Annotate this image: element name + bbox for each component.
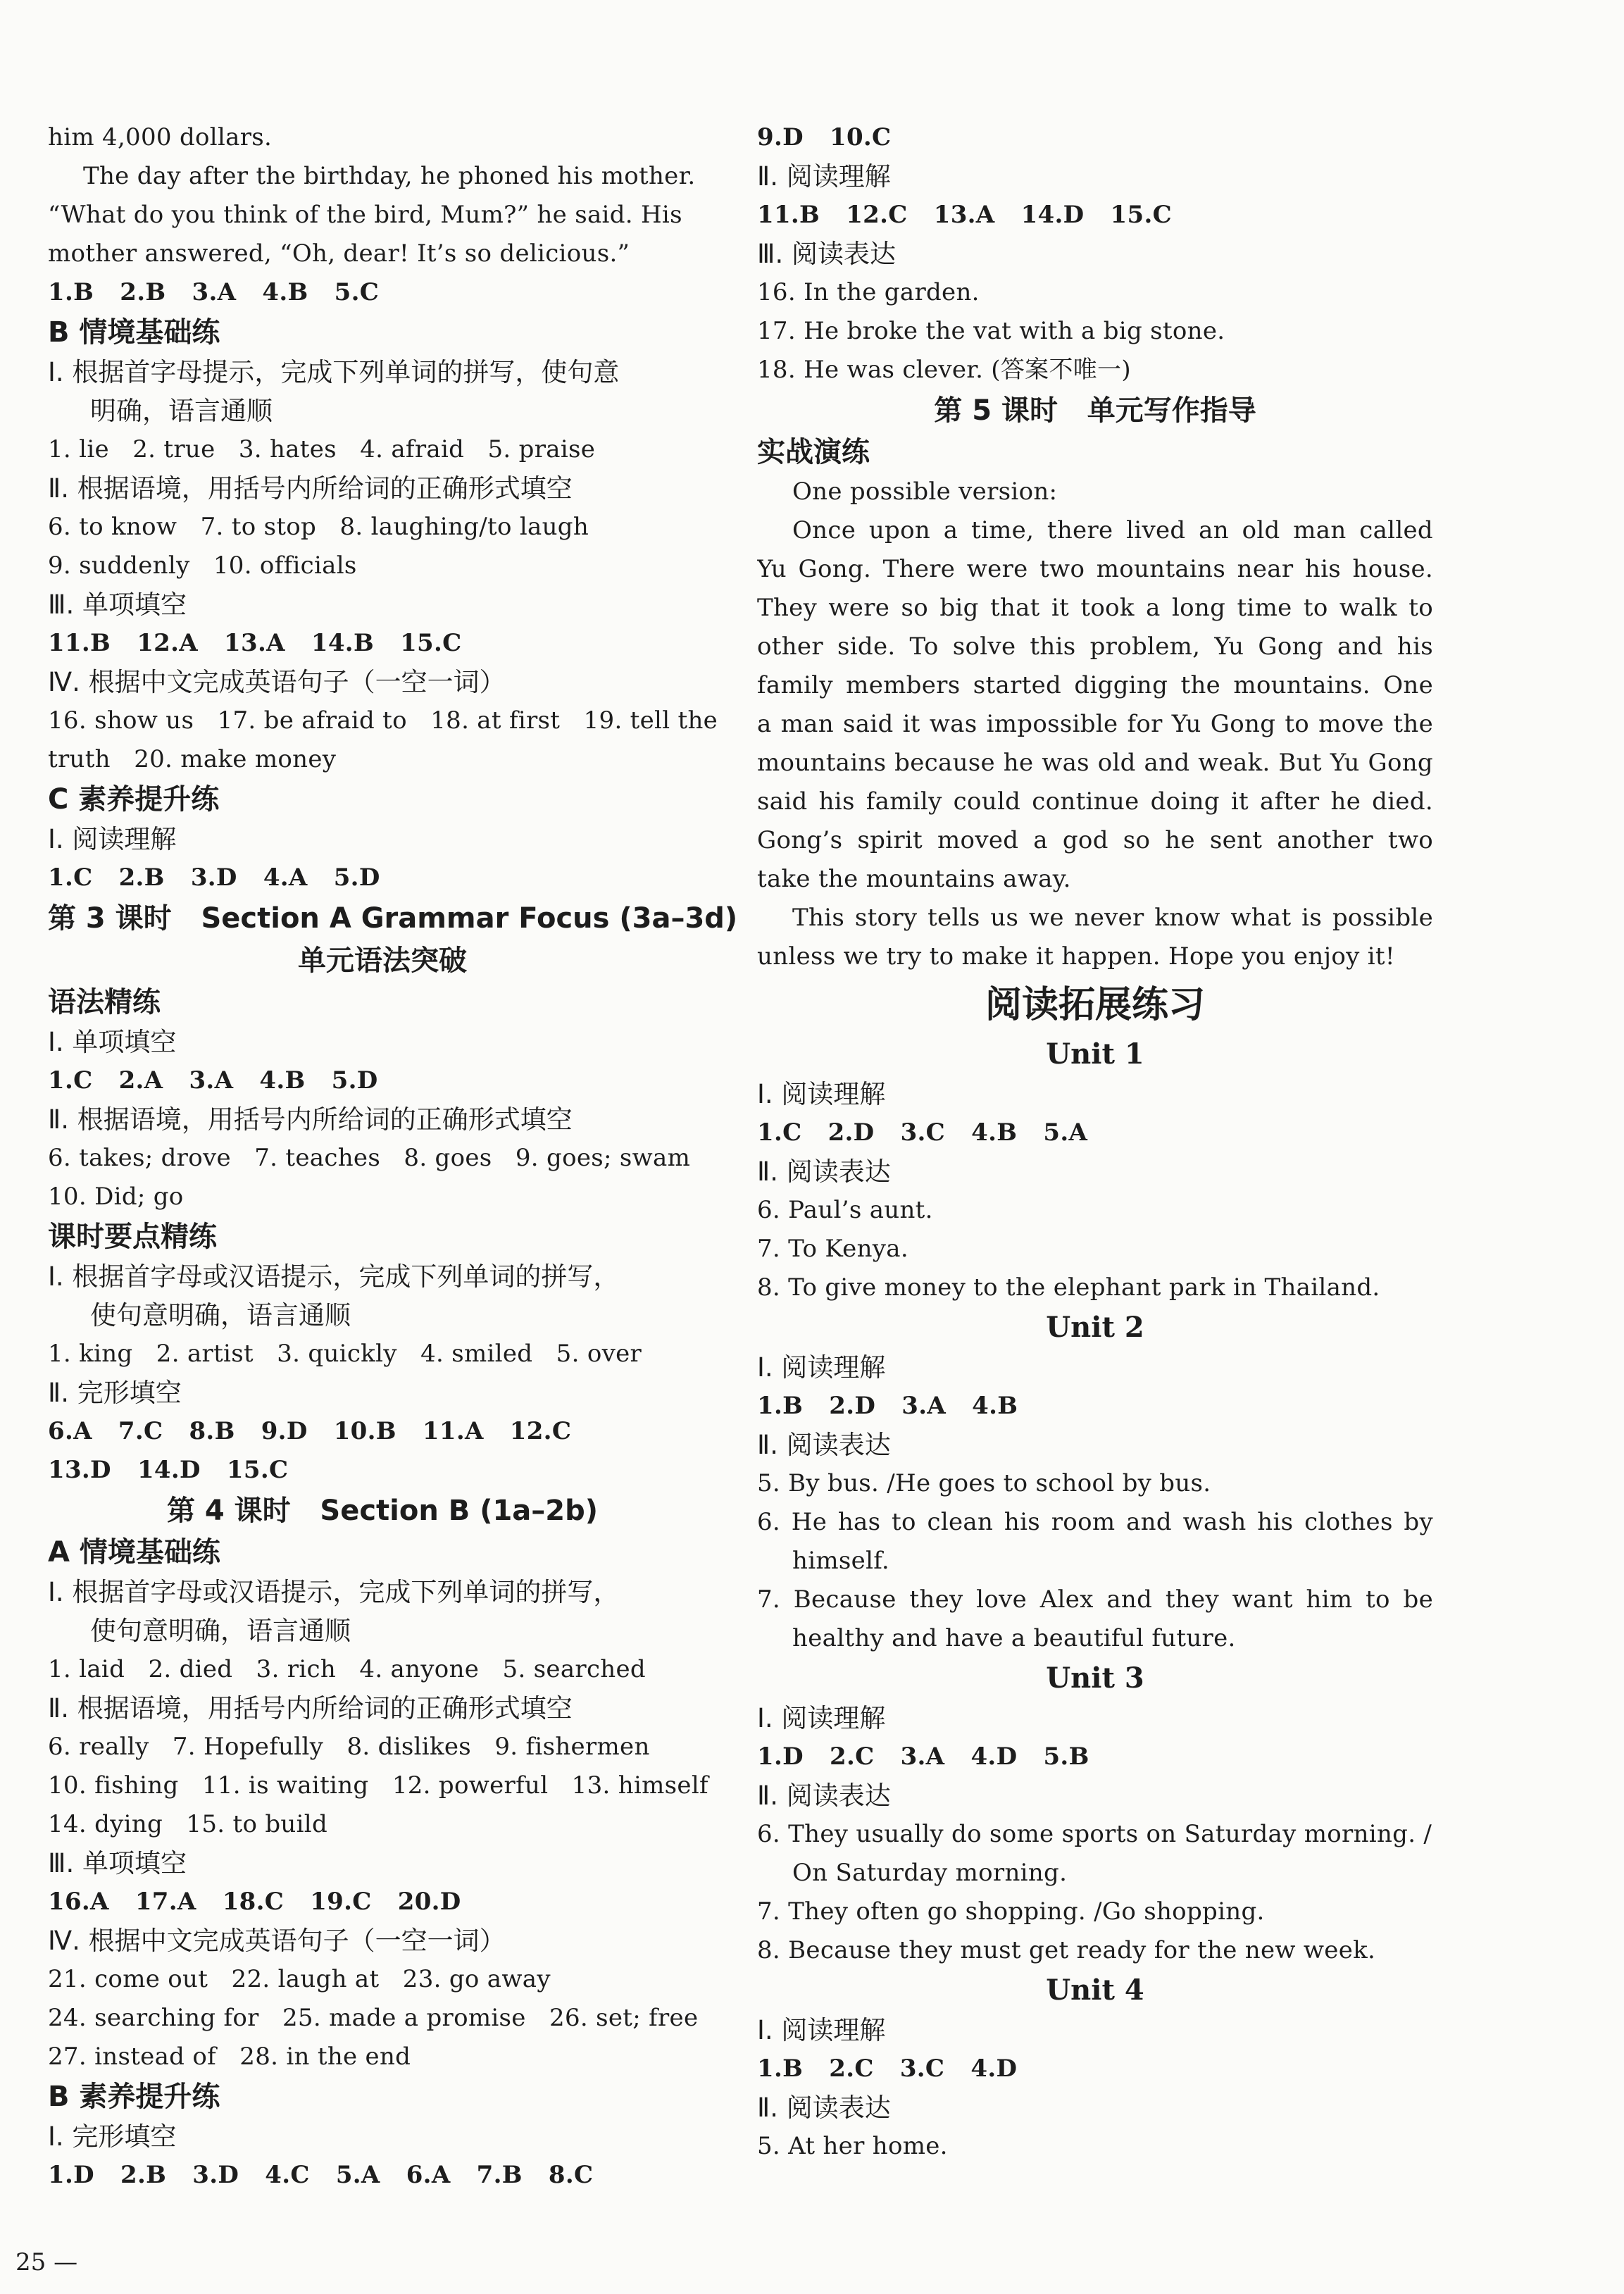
- answer-line: 27. instead of 28. in the end: [48, 2043, 411, 2071]
- answer: 14.D: [137, 1456, 201, 1484]
- answer: 4.D: [970, 1743, 1018, 1771]
- answer-line: 1. laid 2. died 3. rich 4. anyone 5. searched: [48, 1655, 646, 1683]
- answer-row: [757, 196, 1433, 235]
- essay-line: a man said it was impossible for Yu Gong to move the: [757, 710, 1433, 738]
- lesson-title: 第 5 课时 单元写作指导: [934, 394, 1256, 427]
- question-heading: Ⅰ. 根据首字母或汉语提示，完成下列单词的拼写，: [48, 1261, 620, 1292]
- story-line: The day after the birthday, he phoned his mother.: [83, 162, 696, 190]
- essay-line: Yu Gong. There were two mountains near his house.: [757, 555, 1433, 583]
- answer: 15.C: [400, 629, 462, 657]
- answer: 1.B: [757, 2055, 804, 2083]
- question-heading: Ⅱ. 根据语境，用括号内所给词的正确形式填空: [48, 1104, 573, 1135]
- question-heading: Ⅱ. 阅读表达: [757, 1430, 891, 1460]
- answer-line: 5. At her home.: [757, 2132, 948, 2160]
- lesson-title: 第 3 课时 Section A Grammar Focus (3a–3d): [48, 902, 738, 935]
- story-line: him 4,000 dollars.: [48, 123, 273, 151]
- answer: 4.D: [970, 2055, 1018, 2083]
- story-line: mother answered, “Oh, dear! It’s so delicious.”: [48, 239, 630, 268]
- section-heading: 实战演练: [757, 436, 870, 468]
- question-heading: Ⅳ. 根据中文完成英语句子（一空一词）: [48, 1926, 506, 1956]
- unit-heading: Unit 1: [1046, 1037, 1144, 1071]
- version-label: One possible version:: [792, 478, 1058, 506]
- answer: 4.B: [259, 1066, 306, 1095]
- reading-practice-title: 阅读拓展练习: [985, 983, 1205, 1026]
- answer-line: 1. king 2. artist 3. quickly 4. smiled 5. over: [48, 1340, 642, 1368]
- answer: 4.B: [971, 1118, 1018, 1147]
- question-heading: Ⅰ. 单项填空: [48, 1027, 177, 1057]
- page-number: 25 —: [15, 2248, 78, 2276]
- answer-line: 9. suddenly 10. officials: [48, 551, 357, 580]
- answer: 17.A: [135, 1888, 196, 1916]
- answer: 3.A: [901, 1392, 947, 1420]
- right-column: [757, 118, 1433, 2166]
- lesson-title: 第 4 课时 Section B (1a–2b): [166, 1495, 599, 1527]
- answer-line: 21. come out 22. laugh at 23. go away: [48, 1965, 551, 1993]
- question-heading: Ⅱ. 根据语境，用括号内所给词的正确形式填空: [48, 1693, 573, 1723]
- answer-line: 17. He broke the vat with a big stone.: [757, 317, 1225, 345]
- answer-line: 6. really 7. Hopefully 8. dislikes 9. fishermen: [48, 1733, 650, 1761]
- question-heading: Ⅱ. 阅读表达: [757, 1157, 891, 1187]
- story-line: “What do you think of the bird, Mum?” he said. His: [48, 201, 682, 229]
- answer: 9.D: [757, 123, 804, 151]
- answer: 2.C: [829, 2055, 874, 2083]
- question-heading: Ⅱ. 阅读理解: [757, 161, 891, 192]
- answer-line: 8. Because they must get ready for the new week.: [757, 1936, 1376, 1964]
- essay-line: said his family could continue doing it after he died.: [757, 787, 1433, 816]
- answer: 7.B: [476, 2161, 523, 2189]
- answer: 1.B: [757, 1392, 804, 1420]
- unit-heading: Unit 3: [1046, 1662, 1144, 1695]
- essay-line: This story tells us we never know what is possible: [792, 904, 1433, 932]
- essay-line: They were so big that it took a long time to walk to: [757, 594, 1433, 622]
- answer: 11.B: [757, 201, 820, 229]
- answer: 2.D: [829, 1392, 876, 1420]
- answer-line: 16. show us 17. be afraid to 18. at first 19. tell the: [48, 706, 718, 735]
- answer: 12.A: [137, 629, 198, 657]
- question-heading: 使句意明确，语言通顺: [90, 1616, 351, 1646]
- answer: 4.A: [263, 864, 308, 892]
- question-heading: Ⅰ. 阅读理解: [48, 824, 177, 854]
- answer: 5.D: [333, 864, 380, 892]
- answer-line: 7. Because they love Alex and they want him to be: [757, 1585, 1433, 1614]
- answer: 4.B: [972, 1392, 1018, 1420]
- section-heading: C 素养提升练: [48, 783, 220, 816]
- answer-row: [48, 273, 717, 312]
- question-heading: Ⅱ. 阅读表达: [757, 1781, 891, 1811]
- question-heading: Ⅱ. 阅读表达: [757, 2093, 891, 2123]
- question-heading: 使句意明确，语言通顺: [90, 1300, 351, 1330]
- answer-line: 16. In the garden.: [757, 278, 980, 306]
- answer: 12.C: [846, 201, 908, 229]
- unit-heading: Unit 2: [1046, 1311, 1144, 1344]
- question-heading: Ⅱ. 根据语境，用括号内所给词的正确形式填空: [48, 473, 573, 504]
- question-heading: Ⅰ. 阅读理解: [757, 1352, 886, 1383]
- answer: 7.C: [118, 1417, 163, 1445]
- answer-line: 6. They usually do some sports on Saturday morning. /: [757, 1820, 1432, 1848]
- answer: 6.A: [48, 1417, 92, 1445]
- essay-line: Once upon a time, there lived an old man called: [792, 516, 1433, 544]
- answer-line: 8. To give money to the elephant park in Thailand.: [757, 1273, 1380, 1302]
- question-heading: Ⅱ. 完形填空: [48, 1378, 182, 1408]
- section-heading: B 素养提升练: [48, 2081, 220, 2113]
- answer-line: truth 20. make money: [48, 745, 337, 773]
- section-heading: B 情境基础练: [48, 316, 220, 349]
- answer: 19.C: [310, 1888, 372, 1916]
- answer: 2.A: [118, 1066, 163, 1095]
- answer: 1.C: [48, 864, 93, 892]
- answer-line: 6. Paul’s aunt.: [757, 1196, 933, 1224]
- answer-line: 10. Did; go: [48, 1183, 184, 1211]
- answer-row: [48, 624, 717, 663]
- question-heading: Ⅲ. 单项填空: [48, 1848, 187, 1878]
- answer: 2.D: [827, 1118, 875, 1147]
- answer: 15.C: [1110, 201, 1172, 229]
- answer-row: [48, 1061, 717, 1100]
- answer: 3.D: [190, 864, 237, 892]
- essay-line: mountains because he was old and weak. But Yu Gong: [757, 749, 1433, 777]
- answer: 13.A: [933, 201, 995, 229]
- answer: 13.A: [224, 629, 285, 657]
- answer: 1.D: [48, 2161, 94, 2189]
- answer: 12.C: [509, 1417, 572, 1445]
- answer: 2.B: [120, 278, 166, 306]
- section-heading: 语法精练: [48, 986, 161, 1018]
- answer: 6.A: [406, 2161, 451, 2189]
- answer: 4.B: [262, 278, 308, 306]
- answer-line: 14. dying 15. to build: [48, 1810, 328, 1838]
- question-heading: Ⅰ. 根据首字母或汉语提示，完成下列单词的拼写，: [48, 1577, 620, 1607]
- answer-line: healthy and have a beautiful future.: [792, 1624, 1236, 1652]
- essay-line: Gong’s spirit moved a god so he sent another two: [757, 826, 1433, 854]
- answer: 2.B: [120, 2161, 167, 2189]
- question-heading: Ⅰ. 阅读理解: [757, 1079, 886, 1109]
- answer: 2.B: [118, 864, 165, 892]
- answer: 1.D: [757, 1743, 804, 1771]
- answer: 8.B: [189, 1417, 235, 1445]
- answer-line: himself.: [792, 1547, 890, 1575]
- answer: 2.C: [830, 1743, 875, 1771]
- unit-heading: Unit 4: [1046, 1974, 1144, 2007]
- question-heading: Ⅰ. 阅读理解: [757, 1703, 886, 1733]
- essay-line: other side. To solve this problem, Yu Gong and his: [757, 632, 1433, 661]
- question-heading: Ⅰ. 根据首字母提示，完成下列单词的拼写，使句意: [48, 357, 620, 387]
- answer: 14.D: [1020, 201, 1085, 229]
- answer-row: [48, 1412, 717, 1451]
- essay-paragraph: [757, 511, 1433, 899]
- answer-row: [48, 859, 717, 897]
- question-heading: Ⅲ. 阅读表达: [757, 239, 897, 269]
- answer: 3.C: [899, 2055, 945, 2083]
- answer: 3.A: [189, 1066, 234, 1095]
- answer: 3.C: [900, 1118, 946, 1147]
- answer: 15.C: [226, 1456, 289, 1484]
- answer-line: 10. fishing 11. is waiting 12. powerful 13. himself: [48, 1771, 708, 1800]
- answer: 1.B: [48, 278, 94, 306]
- answer-row: [757, 118, 1433, 157]
- question-heading: Ⅰ. 完形填空: [48, 2121, 177, 2152]
- answer: 1.C: [757, 1118, 802, 1147]
- answer: 16.A: [48, 1888, 109, 1916]
- answer: 20.D: [397, 1888, 461, 1916]
- essay-line: unless we try to make it happen. Hope you enjoy it!: [757, 942, 1395, 971]
- essay-line: family members started digging the mountains. One: [757, 671, 1433, 699]
- answer: 11.A: [422, 1417, 484, 1445]
- essay-paragraph: [757, 899, 1433, 976]
- answer: 3.A: [900, 1743, 945, 1771]
- answer: 10.B: [333, 1417, 396, 1445]
- answer: 5.A: [1043, 1118, 1088, 1147]
- answer: 5.C: [334, 278, 380, 306]
- essay-line: take the mountains away.: [757, 865, 1071, 893]
- answer: 18.C: [222, 1888, 285, 1916]
- question-heading: Ⅲ. 单项填空: [48, 590, 187, 620]
- answer: 5.D: [331, 1066, 378, 1095]
- answer-line: 5. By bus. /He goes to school by bus.: [757, 1469, 1211, 1497]
- answer-line: 24. searching for 25. made a promise 26. set; free: [48, 2004, 699, 2032]
- answer: 11.B: [48, 629, 111, 657]
- section-heading: A 情境基础练: [48, 1536, 220, 1569]
- answer: 4.C: [265, 2161, 310, 2189]
- answer-row: [757, 2050, 1433, 2088]
- section-heading: 课时要点精练: [48, 1221, 217, 1253]
- question-heading: 明确，语言通顺: [90, 396, 273, 426]
- answer-line: 7. To Kenya.: [757, 1235, 908, 1263]
- question-heading: Ⅰ. 阅读理解: [757, 2015, 886, 2045]
- left-column: [48, 118, 738, 2195]
- question-heading: Ⅳ. 根据中文完成英语句子（一空一词）: [48, 667, 506, 697]
- answer-row: [48, 1883, 717, 1921]
- answer: 14.B: [311, 629, 374, 657]
- answer: 1.C: [48, 1066, 93, 1095]
- answer: 10.C: [830, 123, 892, 151]
- answer-line: 7. They often go shopping. /Go shopping.: [757, 1897, 1265, 1926]
- answer-row: [48, 1451, 717, 1490]
- answer-line: 6. to know 7. to stop 8. laughing/to laugh: [48, 513, 589, 541]
- answer: 9.D: [261, 1417, 308, 1445]
- answer: 13.D: [48, 1456, 111, 1484]
- answer-line: On Saturday morning.: [792, 1859, 1068, 1887]
- answer: 3.A: [192, 278, 237, 306]
- answer-row: [757, 1738, 1433, 1776]
- answer-line: 6. He has to clean his room and wash his clothes by: [757, 1508, 1433, 1536]
- answer: 8.C: [548, 2161, 594, 2189]
- answer: 5.B: [1043, 1743, 1089, 1771]
- answer-row: [757, 1114, 1433, 1152]
- answer-row: [48, 2156, 717, 2195]
- answer-row: [757, 1387, 1433, 1426]
- lesson-subtitle: 单元语法突破: [298, 945, 467, 977]
- answer: 3.D: [192, 2161, 239, 2189]
- answer: 5.A: [335, 2161, 380, 2189]
- answer-line: 18. He was clever. (答案不唯一): [757, 356, 1131, 384]
- answer-line: 6. takes; drove 7. teaches 8. goes 9. goes; swam: [48, 1144, 691, 1172]
- answer-line: 1. lie 2. true 3. hates 4. afraid 5. praise: [48, 435, 596, 463]
